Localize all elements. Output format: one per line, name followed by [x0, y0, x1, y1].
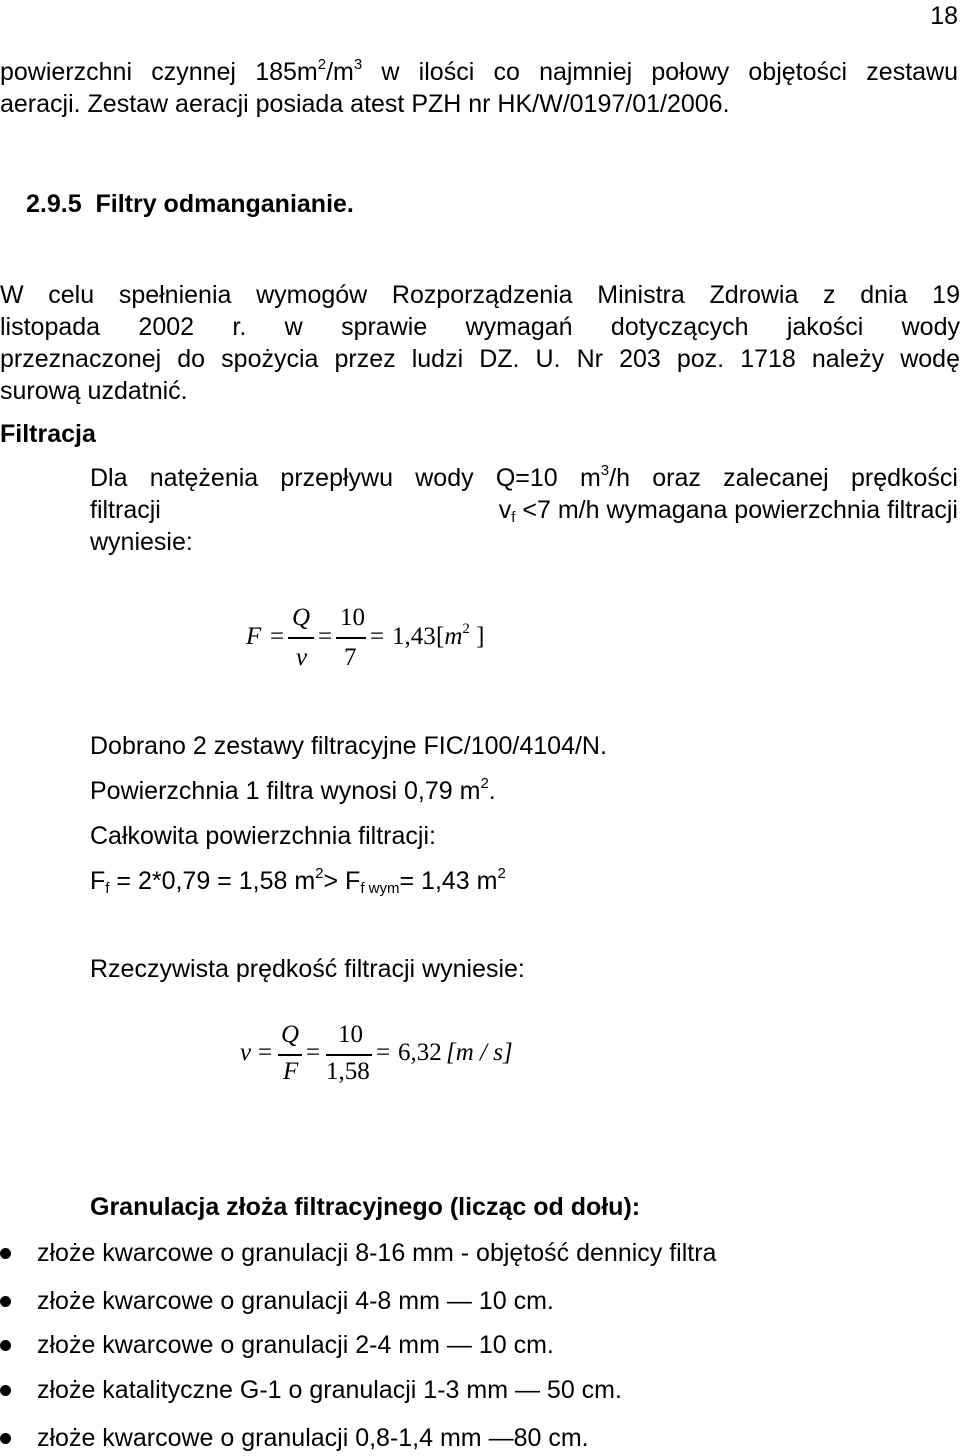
formula2-fraction-bar-1	[278, 1054, 302, 1056]
speed-label: Rzeczywista prędkość filtracji wyniesie:	[90, 955, 525, 983]
bullet-icon	[0, 1248, 11, 1259]
formula2-num-1: Q	[281, 1021, 300, 1048]
intro-line-1	[0, 56, 958, 88]
formula2-den-2: 1,58	[326, 1058, 370, 1085]
total-area-label: Całkowita powierzchnia filtracji:	[90, 822, 436, 850]
formula2-eq-2: =	[306, 1039, 321, 1066]
selected-filters: Dobrano 2 zestawy filtracyjne FIC/100/4104/N.	[90, 732, 607, 760]
formula2-fraction-bar-2	[326, 1054, 372, 1056]
formula2-lhs: v	[240, 1039, 252, 1066]
formula2-result: 6,32	[398, 1039, 442, 1066]
filtration-heading: Filtracja	[0, 420, 96, 448]
formula2-eq-3: =	[376, 1039, 391, 1066]
total-sup-1: 2	[315, 865, 324, 882]
filtration-text-c: <7 m/h wymagana powierzchnia filtracji	[515, 496, 958, 524]
single-area-dot: .	[488, 777, 496, 805]
section-heading: 2.9.5 Filtry odmanganianie.	[26, 190, 354, 218]
total-gt: > F	[323, 867, 361, 895]
formula1-eq-2: =	[318, 623, 333, 650]
bullet-icon	[0, 1296, 11, 1307]
formula1-unit-close: ]	[476, 623, 485, 650]
regulation-line-2: listopada 2002 r. w sprawie wymagań dotyczących jakości wody	[0, 313, 960, 341]
granulation-heading: Granulacja złoża filtracyjnego (licząc od dołu):	[90, 1193, 641, 1221]
formula1-den-1: v	[296, 644, 308, 671]
formula1-unit-open: [	[436, 623, 445, 650]
regulation-line-4: surową uzdatnić.	[0, 377, 188, 405]
formula1-fraction-bar-1	[288, 637, 314, 639]
total-sup-2: 2	[497, 865, 506, 882]
filtration-line-2-left: filtracji	[90, 496, 161, 524]
bullet-icon	[0, 1433, 11, 1444]
intro-text-a: powierzchni czynnej 185m	[0, 58, 318, 86]
list-item: złoże katalityczne G-1 o granulacji 1-3 mm — 50 cm.	[37, 1376, 622, 1404]
list-item: złoże kwarcowe o granulacji 4-8 mm — 10 cm.	[37, 1287, 554, 1315]
total-f-sub: f	[105, 880, 110, 897]
formula1-eq-1: =	[270, 623, 285, 650]
formula2-den-1: F	[283, 1058, 299, 1085]
intro-line-2: aeracji. Zestaw aeracji posiada atest PZH nr HK/W/0197/01/2006.	[0, 90, 730, 118]
formula1-result: 1,43	[392, 623, 436, 650]
formula2-eq-1: =	[258, 1039, 273, 1066]
list-item: złoże kwarcowe o granulacji 2-4 mm — 10 cm.	[37, 1331, 554, 1359]
filtration-line-3: wyniesie:	[90, 528, 193, 556]
intro-sup-a: 2	[317, 56, 327, 73]
total-sub-2: f wym	[360, 880, 400, 897]
list-item: złoże kwarcowe o granulacji 0,8-1,4 mm —80 cm.	[37, 1424, 589, 1452]
single-filter-area	[90, 775, 496, 807]
formula2-num-2: 10	[338, 1021, 363, 1048]
velocity-symbol: v	[498, 496, 512, 524]
formula1-num-2: 10	[340, 604, 365, 631]
formula1-unit-m: m	[444, 623, 463, 650]
formula1-fraction-bar-2	[336, 637, 366, 639]
intro-sup-b: 3	[353, 56, 363, 73]
list-item: złoże kwarcowe o granulacji 8-16 mm - objętość dennicy filtra	[37, 1239, 717, 1267]
single-area-sup: 2	[480, 775, 489, 792]
regulation-line-3: przeznaczonej do spożycia przez ludzi DZ. U. Nr 203 poz. 1718 należy wodę	[0, 345, 960, 373]
bullet-icon	[0, 1385, 11, 1396]
regulation-line-1: W celu spełnienia wymogów Rozporządzenia Ministra Zdrowia z dnia 19	[0, 281, 960, 309]
total-area-equation	[90, 865, 506, 897]
total-rest: = 1,43 m	[399, 867, 498, 895]
filtration-line-1	[90, 462, 958, 494]
formula1-den-2: 7	[344, 644, 357, 671]
formula1-num-1: Q	[292, 604, 311, 631]
filtration-line-2-right	[499, 494, 958, 526]
velocity-subscript: f	[511, 509, 516, 526]
formula1-lhs: F	[246, 623, 262, 650]
filtration-text-a: Dla natężenia przepływu wody Q=10 m	[90, 464, 601, 492]
filtration-sup: 3	[600, 462, 610, 479]
intro-text-c: w ilości co najmniej połowy objętości zestawu	[362, 58, 958, 86]
formula1-eq-3: =	[370, 623, 385, 650]
page-number: 18	[930, 2, 958, 30]
filtration-text-b: /h oraz zalecanej prędkości	[609, 464, 958, 492]
intro-text-b: /m	[326, 58, 354, 86]
formula1-unit-sup: 2	[462, 621, 470, 637]
total-expr: = 2*0,79 = 1,58 m	[109, 867, 316, 895]
formula2-unit: [m / s]	[446, 1039, 513, 1066]
bullet-icon	[0, 1340, 11, 1351]
single-area-text: Powierzchnia 1 filtra wynosi 0,79 m	[90, 777, 481, 805]
formula1-unit	[436, 623, 484, 651]
total-f: F	[90, 867, 106, 895]
